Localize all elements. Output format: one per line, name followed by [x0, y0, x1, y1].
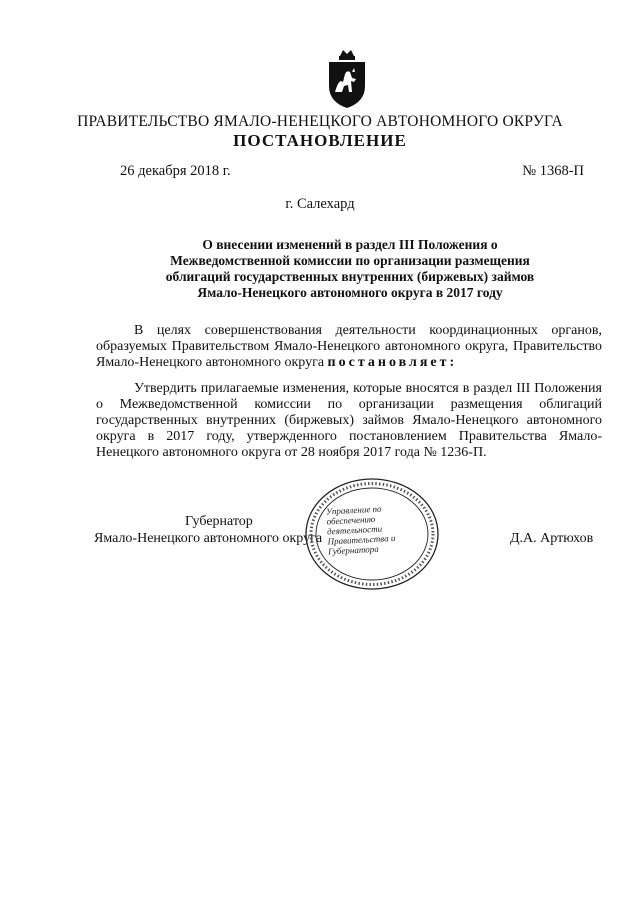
document-number: № 1368-П — [522, 163, 584, 179]
resolution-keyword: постановляет: — [327, 355, 458, 370]
preamble-paragraph — [96, 323, 602, 371]
resolution-paragraph: Утвердить прилагаемые изменения, которые вносятся в раздел III Положения о Межведомственной комиссии по организации размещения облигаций государственных внутренних (биржевых) займов Ямало-Ненецкого автономного округа в 2017 году, утвержденного постановлением Правительства Ямало-Ненецкого автономного округа от 28 ноября 2017 года № 1236-П. — [96, 381, 602, 460]
organization-name: ПРАВИТЕЛЬСТВО ЯМАЛО-НЕНЕЦКОГО АВТОНОМНОГО ОКРУГА — [77, 113, 563, 130]
document-date: 26 декабря 2018 г. — [120, 163, 231, 179]
document-type: ПОСТАНОВЛЕНИЕ — [233, 131, 407, 150]
document-city: г. Салехард — [285, 196, 355, 212]
signatory-name: Д.А. Артюхов — [510, 531, 594, 546]
signatory-position-line2: Ямало-Ненецкого автономного округа — [94, 531, 323, 546]
preamble-text: В целях совершенствования деятельности координационных органов, образуемых Правительством Ямало-Ненецкого автономного округа, Правительство Ямало-Ненецкого автономного округа — [96, 323, 602, 370]
stamp-text: Управление по обеспечению деятельности Правительства и Губернатора — [325, 503, 396, 557]
signatory-position-line1: Губернатор — [185, 514, 253, 529]
coat-of-arms-icon — [325, 48, 369, 110]
document-title: О внесении изменений в раздел III Положения о Межведомственной комиссии по организации размещения облигаций государственных внутренних (биржевых) займов Ямало-Ненецкого автономного округа в 2017 году — [165, 237, 535, 300]
